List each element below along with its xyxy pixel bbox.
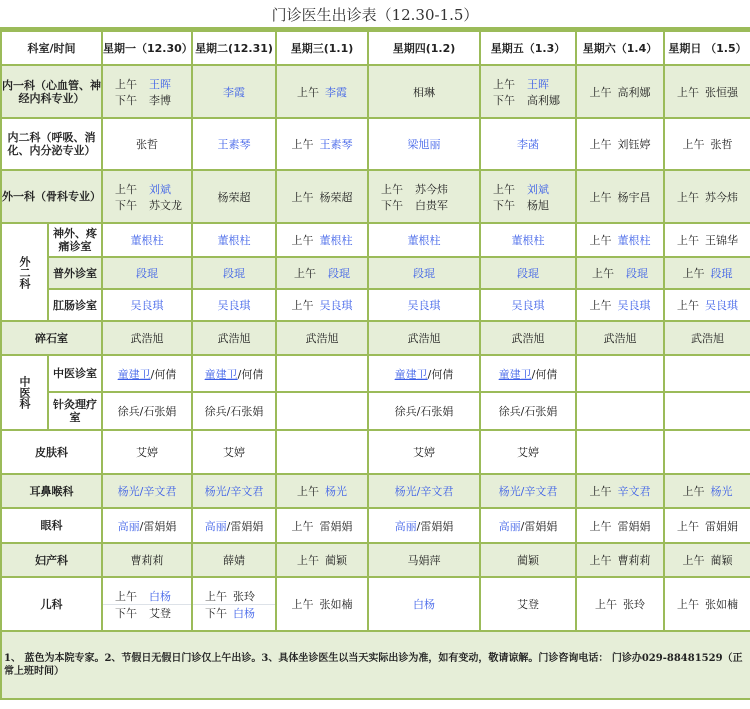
footer-row	[1, 631, 750, 699]
dept-label: 外二科	[1, 223, 48, 321]
cell-tue: 李霞	[192, 65, 276, 118]
dept-label: 妇产科	[1, 543, 102, 577]
row-zhongyi-zhenjiu: 针灸理疗室 徐兵/石张娟 徐兵/石张娟 徐兵/石张娟 徐兵/石张娟	[1, 392, 750, 430]
subdept-label: 针灸理疗室	[48, 392, 102, 430]
subdept-label: 神外、疼痛诊室	[48, 223, 102, 257]
header-dept-time: 科室/时间	[1, 31, 102, 65]
cell-wed: 上午 王素琴	[276, 118, 368, 170]
subdept-label: 肛肠诊室	[48, 289, 102, 321]
cell-thu: 梁旭丽	[368, 118, 480, 170]
cell-sat: 上午 杨宇昌	[576, 170, 664, 223]
row-neiyi	[1, 65, 750, 118]
row-pifu: 皮肤科 艾婷 艾婷 艾婷 艾婷	[1, 430, 750, 474]
cell-tue: 王素琴	[192, 118, 276, 170]
header-day: 星期一（12.30）	[102, 31, 192, 65]
dept-label: 碎石室	[1, 321, 102, 355]
dept-label: 皮肤科	[1, 430, 102, 474]
cell-sun: 上午 张恒强	[664, 65, 750, 118]
row-erke: 儿科 上午 白杨 下午 艾登 上午 张玲 下午 白杨 上午 张如楠 白杨 艾登 上午 张玲 上午 张如楠	[1, 577, 750, 631]
cell-fri: 李菡	[480, 118, 576, 170]
dept-label: 内一科（心血管、神经内科专业）	[1, 65, 102, 118]
row-neier	[1, 118, 750, 170]
dept-label: 儿科	[1, 577, 102, 631]
doctor: 李博	[149, 93, 171, 107]
header-day: 星期二(12.31)	[192, 31, 276, 65]
doctor-expert: 王晖	[149, 77, 171, 91]
row-waier-gangchang: 肛肠诊室 吴良琪 吴良琪 上午 吴良琪 吴良琪 吴良琪 上午 吴良琪 上午 吴良琪	[1, 289, 750, 321]
doctor-expert-link[interactable]: 童建卫	[394, 367, 428, 381]
cell-sat: 上午 高利娜	[576, 65, 664, 118]
row-fuchan: 妇产科 曹莉莉 薛婧 上午 蔺颖 马娟萍 蔺颖 上午 曹莉莉 上午 蔺颖	[1, 543, 750, 577]
header-day: 星期日 （1.5）	[664, 31, 750, 65]
cell-sat: 上午 刘钰婷	[576, 118, 664, 170]
cell-thu: 上午 苏今炜 下午 白贵军	[368, 170, 480, 223]
header-day: 星期四(1.2)	[368, 31, 480, 65]
row-yanke: 眼科 高丽/雷娟娟 高丽/雷娟娟 上午 雷娟娟 高丽/雷娟娟 高丽/雷娟娟 上午 雷娟娟 上午 雷娟娟	[1, 508, 750, 543]
row-waiyi	[1, 170, 750, 223]
dept-label: 内二科（呼吸、消化、内分泌专业）	[1, 118, 102, 170]
subdept-label: 中医诊室	[48, 355, 102, 392]
subdept-label: 普外诊室	[48, 257, 102, 289]
page-title: 门诊医生出诊表（12.30-1.5）	[0, 0, 750, 30]
cell-wed: 上午 杨荣超	[276, 170, 368, 223]
cell-sun: 上午 张哲	[664, 118, 750, 170]
header-day: 星期三(1.1)	[276, 31, 368, 65]
footer-note: 1、 蓝色为本院专家。2、节假日无假日门诊仅上午出诊。3、具体坐诊医生以当天实际出诊为准，如有变动，敬请谅解。门诊咨询电话： 门诊办029-88481529（正常上班时间）	[1, 631, 750, 699]
cell-thu: 相琳	[368, 65, 480, 118]
cell-mon: 上午 王晖 下午 李博	[102, 65, 192, 118]
header-row	[1, 31, 750, 65]
cell-fri: 上午 王晖 下午 高利娜	[480, 65, 576, 118]
cell-tue: 杨荣超	[192, 170, 276, 223]
row-suishi: 碎石室 武浩旭 武浩旭 武浩旭 武浩旭 武浩旭 武浩旭 武浩旭	[1, 321, 750, 355]
dept-label: 外一科（骨科专业）	[1, 170, 102, 223]
row-zhongyi-zhenshi: 中医科 中医诊室 童建卫/何倩 童建卫/何倩 童建卫/何倩 童建卫/何倩	[1, 355, 750, 392]
dept-label: 眼科	[1, 508, 102, 543]
row-erbihou: 耳鼻喉科 杨光/辛文君 杨光/辛文君 上午 杨光 杨光/辛文君 杨光/辛文君 上午 辛文君 上午 杨光	[1, 474, 750, 508]
cell-sun: 上午 苏今炜	[664, 170, 750, 223]
schedule-table	[0, 30, 750, 700]
header-day: 星期五（1.3）	[480, 31, 576, 65]
cell-wed: 上午 李霞	[276, 65, 368, 118]
row-waier-puwai: 普外诊室 段琨 段琨 上午 段琨 段琨 段琨 上午 段琨 上午 段琨	[1, 257, 750, 289]
row-waier-shenwai: 外二科 神外、疼痛诊室 董根柱 董根柱 上午 董根柱 董根柱 董根柱 上午 董根柱 上午 王锦华	[1, 223, 750, 257]
cell-mon: 张哲	[102, 118, 192, 170]
doctor-expert-link[interactable]: 童建卫	[204, 367, 238, 381]
doctor-expert-link[interactable]: 童建卫	[498, 367, 532, 381]
dept-label: 中医科	[1, 355, 48, 430]
cell-mon: 上午 刘斌 下午 苏文龙	[102, 170, 192, 223]
header-day: 星期六（1.4）	[576, 31, 664, 65]
cell-fri: 上午 刘斌 下午 杨旭	[480, 170, 576, 223]
doctor-expert-link[interactable]: 童建卫	[117, 367, 151, 381]
dept-label: 耳鼻喉科	[1, 474, 102, 508]
